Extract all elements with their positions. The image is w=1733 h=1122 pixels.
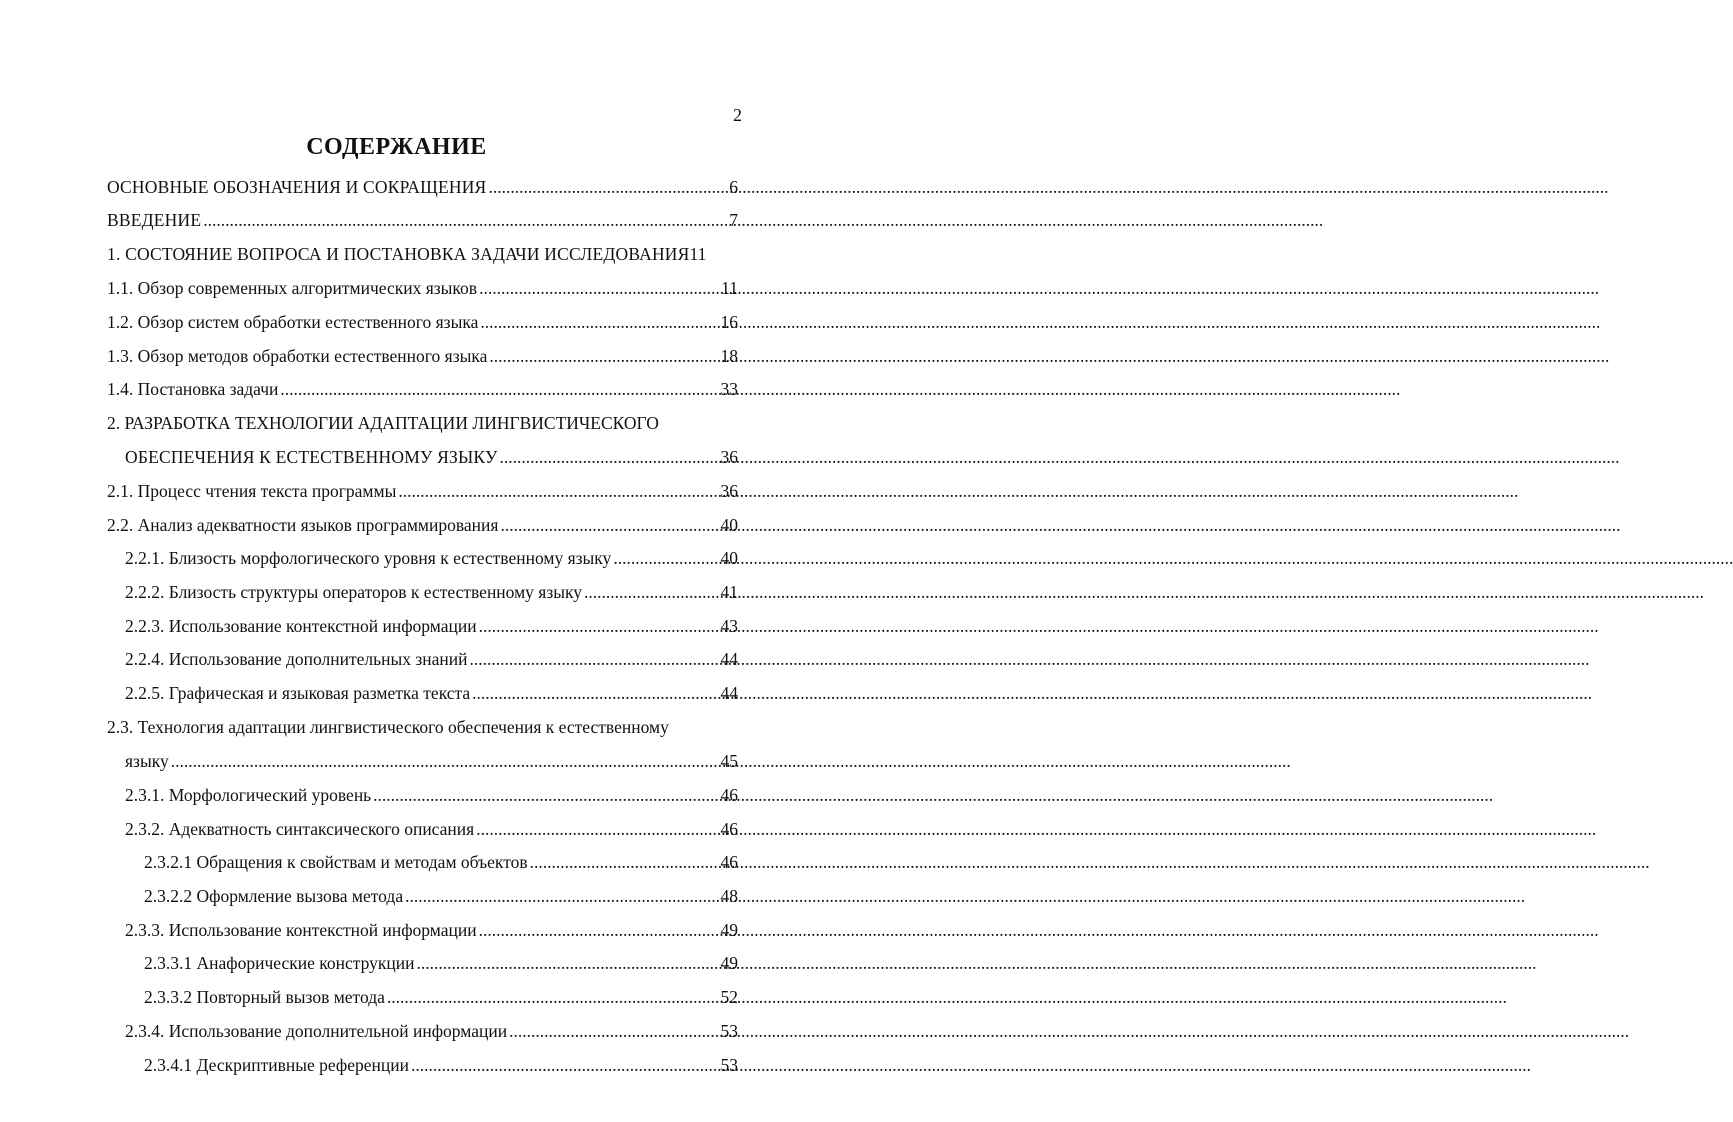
toc-entry[interactable] [107, 478, 738, 504]
toc-entry[interactable] [107, 512, 738, 538]
toc-leader-dots [479, 275, 719, 301]
toc-entry[interactable] [107, 309, 738, 335]
toc-entry-text: 1.1. Обзор современных алгоритмических языков [107, 278, 478, 298]
page-title: СОДЕРЖАНИЕ [306, 134, 487, 160]
toc-entry[interactable] [125, 816, 738, 842]
toc-entry[interactable] [107, 174, 738, 200]
toc-entry[interactable] [125, 680, 738, 706]
toc-leader-dots [472, 680, 718, 706]
toc-entry-text: 2.3.3. Использование контекстной информации [125, 920, 477, 940]
toc-entry-text: 2.2. Анализ адекватности языков программирования [107, 515, 499, 535]
toc-entry-page: 48 [720, 886, 738, 906]
toc-entry-page: 16 [720, 312, 738, 332]
toc-entry-page: 49 [720, 953, 738, 973]
toc-entry[interactable] [125, 579, 738, 605]
toc-leader-dots [171, 748, 719, 774]
toc-entry[interactable] [107, 207, 738, 233]
toc-entry-text: 2.2.5. Графическая и языковая разметка текста [125, 683, 471, 703]
toc-entry[interactable] [144, 849, 738, 875]
toc-entry-page: 43 [720, 616, 738, 636]
toc-entry-page: 46 [720, 785, 738, 805]
toc-leader-dots [411, 1052, 719, 1078]
toc-entry[interactable] [125, 917, 738, 943]
toc-leader-dots [387, 984, 719, 1010]
toc-leader-dots [203, 207, 727, 233]
toc-entry-text: 1.4. Постановка задачи [107, 379, 279, 399]
toc-entry-text: ОБЕСПЕЧЕНИЯ К ЕСТЕСТВЕННОМУ ЯЗЫКУ [125, 447, 498, 467]
toc-entry-text: 1. СОСТОЯНИЕ ВОПРОСА И ПОСТАНОВКА ЗАДАЧИ ИССЛЕДОВАНИЯ [107, 244, 690, 264]
toc-entry-page: 44 [720, 649, 738, 669]
toc-leader-dots [398, 478, 718, 504]
toc-entry[interactable] [125, 646, 738, 672]
toc-entry-page: 53 [720, 1021, 738, 1041]
toc-entry-text: языку [125, 751, 169, 771]
toc-leader-dots [470, 646, 719, 672]
toc-entry-page: 11 [721, 278, 738, 298]
toc-entry-page: 36 [720, 447, 738, 467]
toc-entry-page: 7 [729, 210, 738, 230]
toc-leader-dots [479, 613, 719, 639]
toc-leader-dots [500, 512, 718, 538]
toc-entry-page: 46 [720, 819, 738, 839]
toc-entry[interactable] [144, 950, 738, 976]
toc-leader-dots [416, 950, 718, 976]
toc-entry-text: 2.2.3. Использование контекстной информации [125, 616, 477, 636]
toc-entry-line1[interactable]: 2.3. Технология адаптации лингвистического обеспечения к естественному [107, 717, 669, 737]
toc-entry-page: 40 [720, 515, 738, 535]
toc-entry[interactable] [125, 782, 738, 808]
page-number: 2 [733, 105, 742, 125]
toc-entry[interactable] [107, 343, 738, 369]
toc-entry-text: 2.2.4. Использование дополнительных знаний [125, 649, 468, 669]
toc-leader-dots [280, 376, 718, 402]
toc-entry-page: 33 [720, 379, 738, 399]
toc-entry[interactable] [107, 376, 738, 402]
toc-entry-text: 2.2.1. Близость морфологического уровня к естественному языку [125, 548, 612, 568]
toc-entry[interactable] [125, 545, 738, 571]
toc-entry-text: 1.2. Обзор систем обработки естественного языка [107, 312, 479, 332]
toc-leader-dots [479, 917, 719, 943]
toc-entry-page: 53 [720, 1055, 738, 1075]
toc-leader-dots [488, 174, 727, 200]
toc-entry[interactable] [144, 1052, 738, 1078]
toc-leader-dots [530, 849, 719, 875]
toc-leader-dots [613, 545, 718, 571]
toc-entry-text: 2.2.2. Близость структуры операторов к естественному языку [125, 582, 583, 602]
toc-leader-dots [480, 309, 718, 335]
toc-entry-text: ВВЕДЕНИЕ [107, 210, 202, 230]
toc-entry-page: 11 [689, 244, 707, 264]
toc-entry[interactable] [125, 1018, 738, 1044]
toc-entry-page: 45 [720, 751, 738, 771]
toc-entry-page: 40 [720, 548, 738, 568]
toc-entry-text: 2.3.3.1 Анафорические конструкции [144, 953, 415, 973]
toc-leader-dots [489, 343, 718, 369]
toc-entry-text: 2.3.2.1 Обращения к свойствам и методам объектов [144, 852, 528, 872]
toc-entry[interactable] [107, 275, 738, 301]
toc-entry-page: 18 [720, 346, 738, 366]
toc-entry-page: 41 [720, 582, 738, 602]
toc-entry[interactable] [125, 748, 738, 774]
toc-entry[interactable] [144, 984, 738, 1010]
toc-leader-dots [500, 444, 719, 470]
toc-entry-page: 44 [720, 683, 738, 703]
toc-leader-dots [373, 782, 718, 808]
toc-leader-dots [584, 579, 718, 605]
toc-entry-text: 2.3.3.2 Повторный вызов метода [144, 987, 385, 1007]
toc-entry-line1[interactable]: 2. РАЗРАБОТКА ТЕХНОЛОГИИ АДАПТАЦИИ ЛИНГВИСТИЧЕСКОГО [107, 413, 659, 433]
toc-entry-text: 2.3.4. Использование дополнительной информации [125, 1021, 508, 1041]
toc-entry-page: 36 [720, 481, 738, 501]
toc-entry[interactable] [107, 241, 738, 267]
toc-entry-page: 6 [729, 177, 738, 197]
toc-entry-text: 2.3.2. Адекватность синтаксического описания [125, 819, 475, 839]
toc-entry[interactable] [125, 444, 738, 470]
toc-entry-page: 52 [720, 987, 738, 1007]
toc-entry-page: 49 [720, 920, 738, 940]
toc-leader-dots [509, 1018, 718, 1044]
toc-entry[interactable] [144, 883, 738, 909]
toc-entry-text: 1.3. Обзор методов обработки естественного языка [107, 346, 488, 366]
toc-leader-dots [405, 883, 718, 909]
toc-entry-text: 2.1. Процесс чтения текста программы [107, 481, 397, 501]
toc-entry-text: ОСНОВНЫЕ ОБОЗНАЧЕНИЯ И СОКРАЩЕНИЯ [107, 177, 487, 197]
toc-entry-text: 2.3.2.2 Оформление вызова метода [144, 886, 404, 906]
toc-entry-text: 2.3.4.1 Дескриптивные референции [144, 1055, 409, 1075]
toc-leader-dots [476, 816, 718, 842]
toc-entry-page: 46 [720, 852, 738, 872]
toc-entry-text: 2.3.1. Морфологический уровень [125, 785, 372, 805]
toc-entry[interactable] [125, 613, 738, 639]
